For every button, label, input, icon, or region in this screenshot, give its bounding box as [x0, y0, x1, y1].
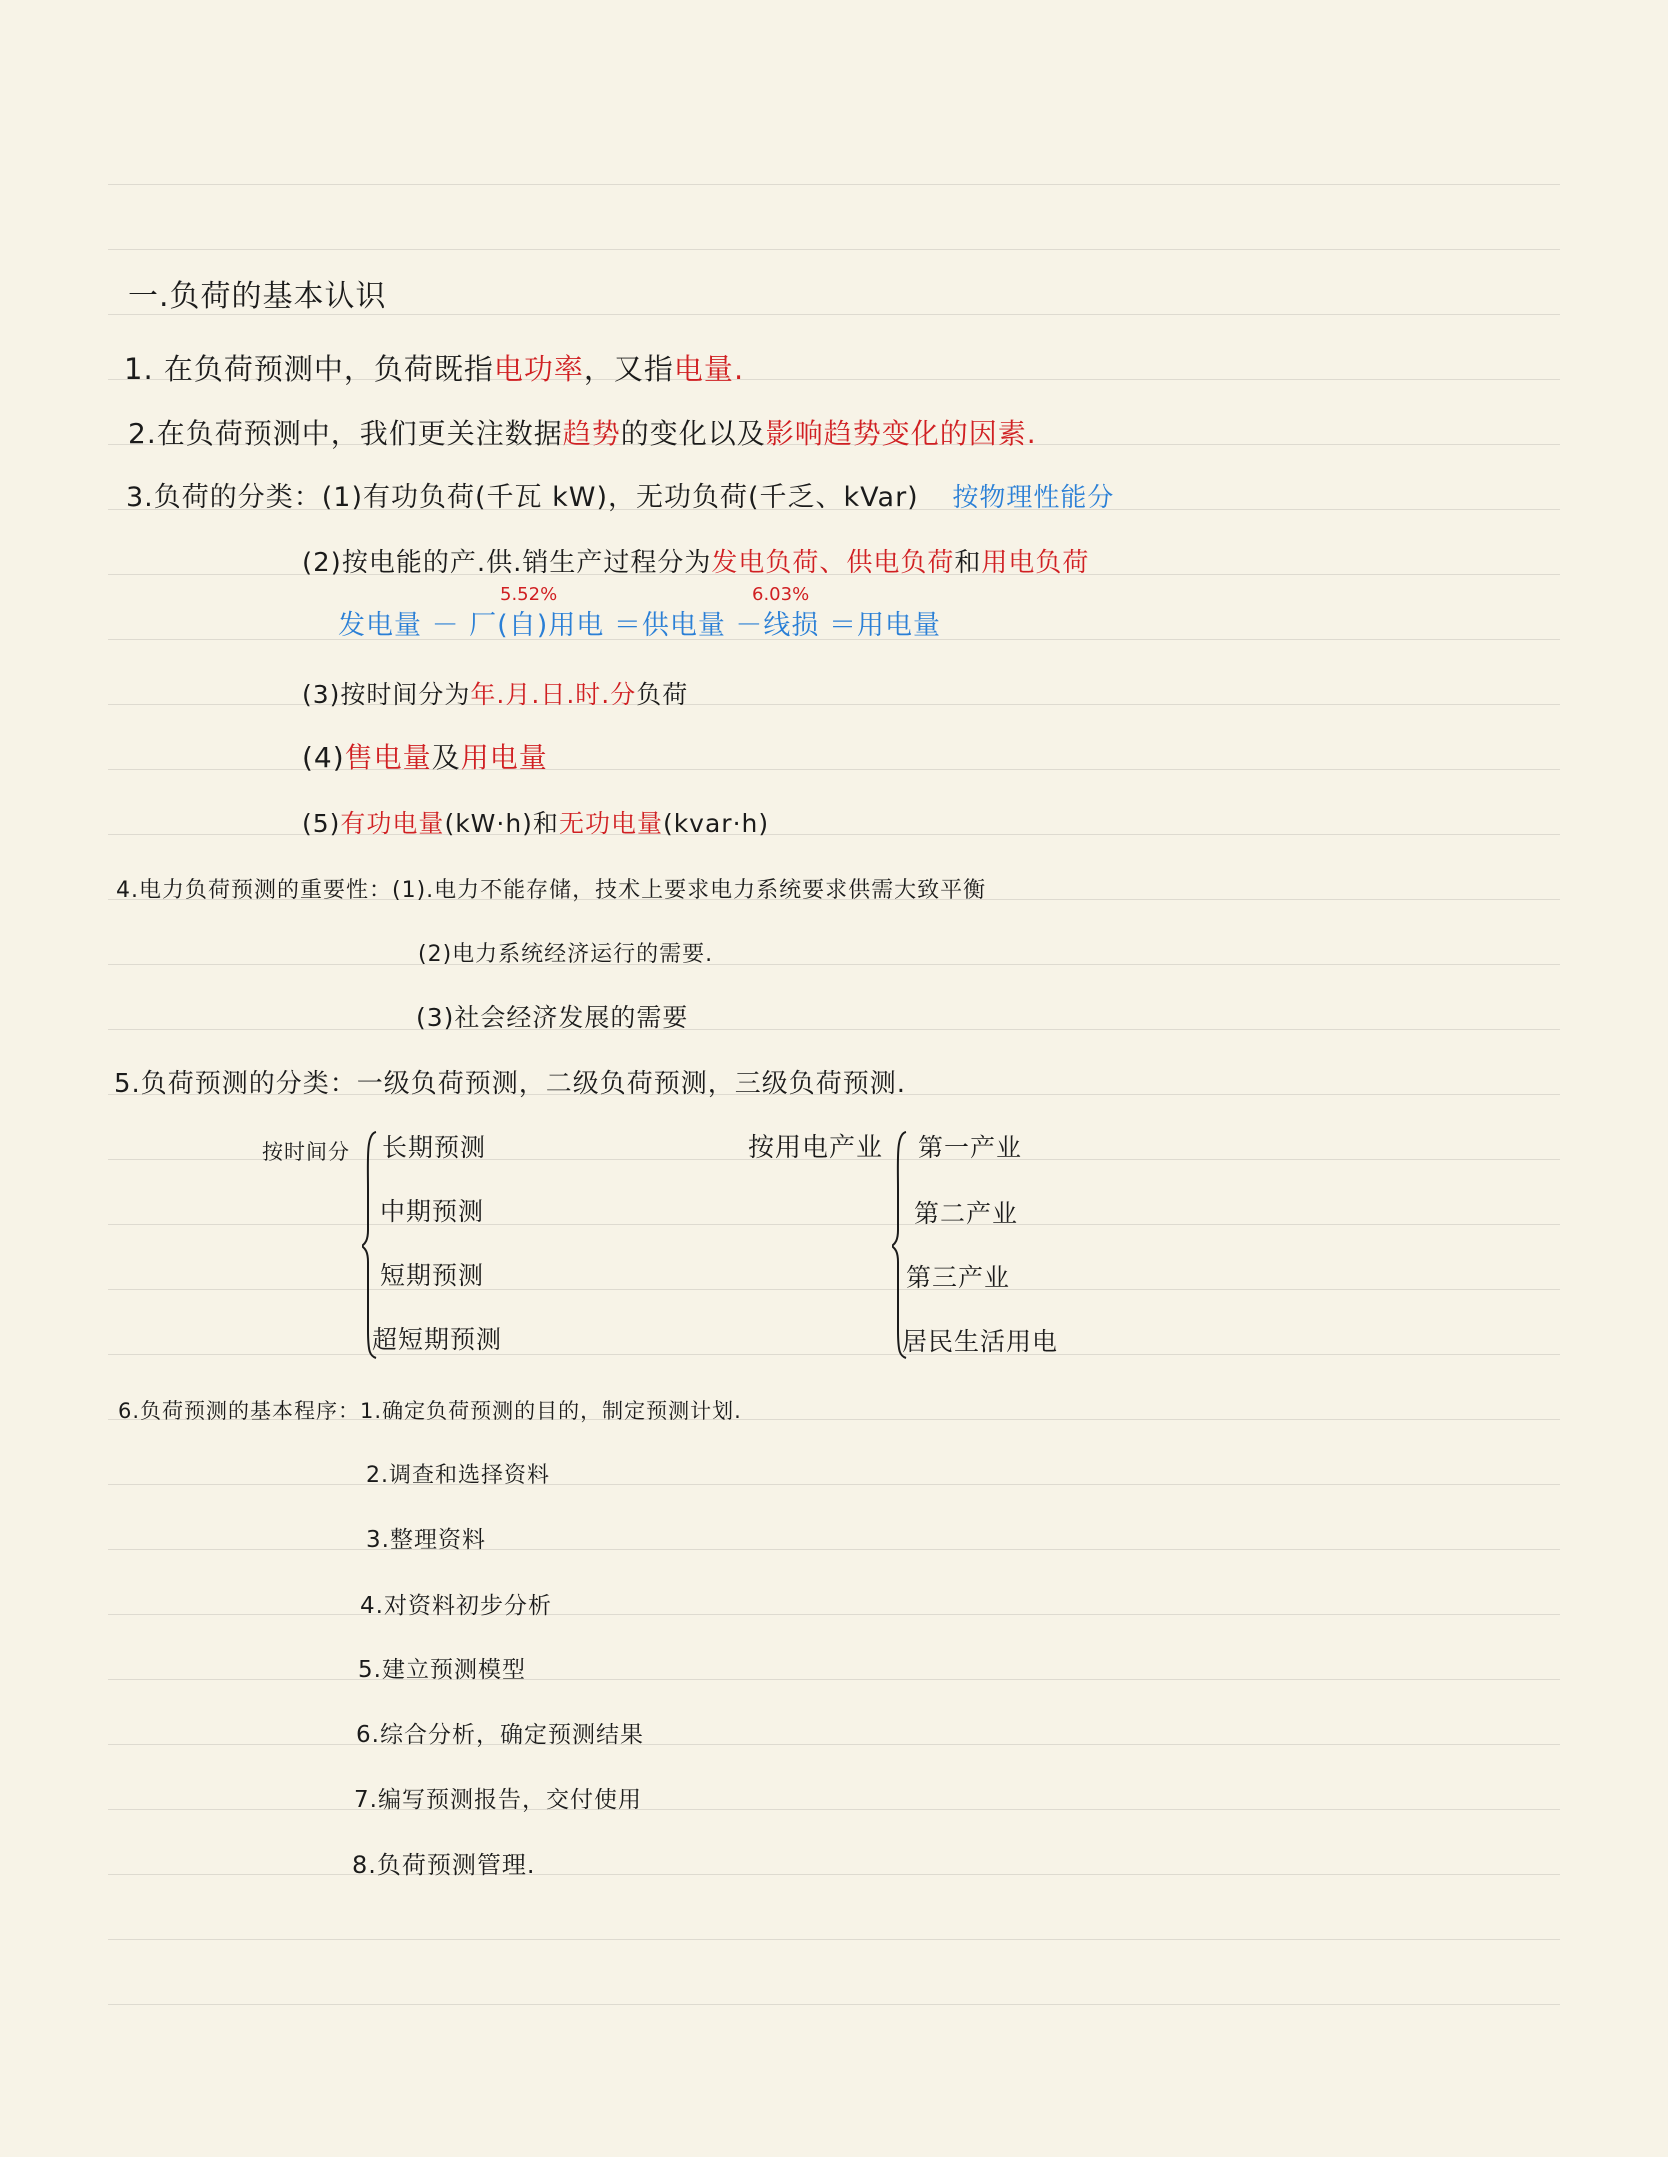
- item-2-text: 2.在负荷预测中，我们更关注数据: [128, 417, 563, 450]
- ruled-line: [108, 1289, 1560, 1290]
- procedure-step: 7.编写预测报告，交付使用: [354, 1787, 642, 1813]
- procedure-step: 6.综合分析，确定预测结果: [356, 1722, 644, 1748]
- procedure-step: 2.调查和选择资料: [366, 1463, 550, 1488]
- highlight-trend: 趋势: [562, 417, 621, 450]
- percent-self-use: 5.52%: [500, 584, 558, 605]
- item-4-sub-2: (2)电力系统经济运行的需要.: [418, 942, 714, 967]
- highlight-energy: 电量: [673, 352, 734, 386]
- ruled-line: [108, 1029, 1560, 1030]
- item-4-sub-3: (3)社会经济发展的需要: [416, 1003, 689, 1032]
- item-5: 5.负荷预测的分类：一级负荷预测，二级负荷预测，三级负荷预测.: [114, 1069, 907, 1099]
- item-6: 6.负荷预测的基本程序：1.确定负荷预测的目的，制定预测计划.: [118, 1399, 742, 1423]
- left-item: 中期预测: [380, 1197, 485, 1226]
- right-item: 第一产业: [918, 1133, 1023, 1162]
- highlight-factors: 影响趋势变化的因素.: [765, 417, 1037, 450]
- ruled-line: [108, 1809, 1560, 1810]
- right-item: 第三产业: [906, 1263, 1011, 1292]
- item-4: 4.电力负荷预测的重要性：(1).电力不能存储，技术上要求电力系统要求供需大致平衡: [116, 878, 987, 903]
- item-3: [126, 478, 1114, 518]
- item-3-text: 3.负荷的分类：(1)有功负荷(千瓦 kW)，无功负荷(千乏、kVar): [126, 482, 919, 513]
- by-time-label: 按时间分: [262, 1140, 350, 1164]
- by-industry-label: 按用电产业: [748, 1133, 884, 1163]
- procedure-step: 5.建立预测模型: [358, 1657, 526, 1683]
- right-item: 第二产业: [914, 1199, 1019, 1228]
- ruled-line: [108, 964, 1560, 965]
- ruled-line: [108, 1874, 1560, 1875]
- item-3-sub-5-text: (5): [302, 809, 341, 838]
- item-3-sub-3-text: (3)按时间分为: [302, 680, 471, 709]
- item-3-sub-2-text: (2)按电能的产.供.销生产过程分为: [302, 548, 712, 578]
- highlight-reactive-energy: 无功电量: [558, 809, 663, 838]
- highlight-active-energy: 有功电量: [340, 809, 445, 838]
- procedure-step: 8.负荷预测管理.: [352, 1851, 536, 1879]
- item-3-sub-4-mid: 及: [431, 741, 461, 774]
- highlight-sold-energy: 售电量: [344, 741, 432, 774]
- procedure-step: 4.对资料初步分析: [360, 1593, 552, 1619]
- item-3-sub-3: [302, 675, 688, 715]
- left-item: 超短期预测: [372, 1325, 503, 1354]
- highlight-supply-load: 供电负荷: [846, 548, 955, 578]
- ruled-line: [108, 184, 1560, 185]
- item-3-sub-5: [302, 804, 769, 844]
- ruled-line: [108, 1679, 1560, 1680]
- item-1-mid: ，又指: [583, 352, 674, 386]
- item-2: [128, 414, 1037, 454]
- ruled-line: [108, 1484, 1560, 1485]
- left-item: 长期预测: [382, 1133, 487, 1162]
- classify-note: 按物理性能分: [952, 483, 1115, 513]
- ruled-line: [108, 1224, 1560, 1225]
- highlight-time-units: 年.月.日.时.分: [470, 680, 637, 709]
- item-1-end: .: [733, 352, 745, 386]
- item-1-text: 1. 在负荷预测中，负荷既指: [124, 352, 494, 386]
- item-3-sub-2-mid: 和: [954, 548, 982, 578]
- ruled-line: [108, 249, 1560, 250]
- highlight-consumption-load: 用电负荷: [981, 548, 1090, 578]
- item-3-sub-4: [302, 738, 548, 778]
- item-3-sub-4-text: (4): [302, 741, 345, 774]
- procedure-step: 3.整理资料: [366, 1527, 486, 1553]
- energy-formula: 发电量 － 厂(自)用电 ＝供电量 －线损 ＝用电量: [338, 610, 941, 641]
- highlight-generation-load: 发电负荷、: [711, 548, 847, 578]
- ruled-line: [108, 1744, 1560, 1745]
- section-title: 一.负荷的基本认识: [128, 279, 387, 314]
- item-3-sub-5-mid: (kW·h)和: [444, 809, 559, 838]
- item-3-sub-2: [302, 543, 1089, 583]
- ruled-line: [108, 2004, 1560, 2005]
- ruled-line: [108, 1549, 1560, 1550]
- ruled-line: [108, 1614, 1560, 1615]
- percent-line-loss: 6.03%: [752, 584, 810, 605]
- ruled-line: [108, 1939, 1560, 1940]
- left-item: 短期预测: [380, 1261, 485, 1290]
- item-3-sub-3-end: 负荷: [636, 680, 689, 709]
- highlight-power: 电功率: [493, 352, 584, 386]
- right-item: 居民生活用电: [902, 1327, 1059, 1356]
- item-3-sub-5-end: (kvar·h): [662, 809, 770, 838]
- item-2-mid: 的变化以及: [620, 417, 766, 450]
- highlight-used-energy: 用电量: [460, 741, 548, 774]
- ruled-line: [108, 1354, 1560, 1355]
- item-1: [124, 349, 744, 389]
